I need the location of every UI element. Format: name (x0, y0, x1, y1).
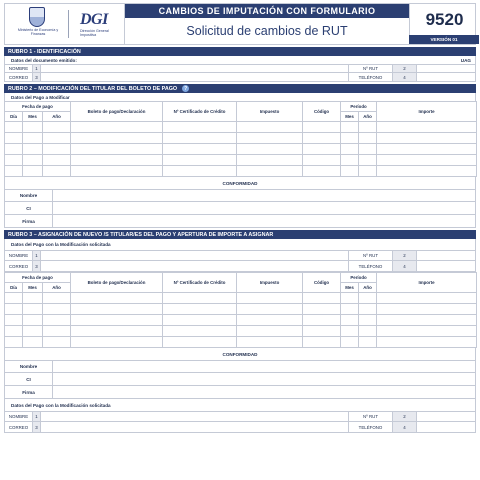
uag-label: UAG (460, 57, 471, 63)
rut-input[interactable] (417, 251, 475, 260)
signature-row: Nombre (4, 189, 476, 202)
rubro1-fields (4, 64, 476, 82)
correo-input[interactable] (41, 422, 349, 432)
telefono-input[interactable] (417, 73, 475, 81)
rubro3-conformidad: CONFORMIDAD (4, 348, 476, 360)
signature-row: Firma (4, 386, 476, 399)
dgi-subtitle: Dirección General Impositiva (80, 29, 109, 38)
table-row[interactable] (5, 304, 477, 315)
table-row[interactable] (5, 293, 477, 304)
field-row-correo: CORREO 3 TELÉFONO 4 (4, 73, 476, 82)
form-subtitle: Solicitud de cambios de RUT (186, 24, 348, 38)
correo-input[interactable] (41, 261, 349, 271)
signature-row: CI (4, 373, 476, 386)
form-title: CAMBIOS DE IMPUTACIÓN CON FORMULARIO (125, 4, 409, 18)
nombre-signature-input[interactable] (53, 190, 475, 201)
rubro2-title: RUBRO 2 – MODIFICACIÓN DEL TITULAR DEL BOLETO DE PAGO ? (4, 84, 476, 93)
firma-input[interactable] (53, 215, 475, 227)
rubro2-sublabel: Datos del Pago a Modificar (4, 93, 476, 101)
field-row-correo: CORREO 3 TELÉFONO 4 (4, 261, 476, 272)
signature-row: Nombre (4, 360, 476, 373)
rubro2-conformidad: CONFORMIDAD (4, 177, 476, 189)
rut-input[interactable] (417, 65, 475, 72)
rubro3-fields-2 (4, 411, 476, 433)
field-row-nombre: NOMBRE 1 Nº RUT 2 (4, 64, 476, 73)
logo-area (5, 4, 125, 44)
help-icon[interactable]: ? (184, 85, 188, 92)
telefono-input[interactable] (417, 261, 475, 271)
firma-input[interactable] (53, 386, 475, 398)
field-row-nombre: NOMBRE 1 Nº RUT 2 (4, 250, 476, 261)
nombre-input[interactable] (41, 251, 349, 260)
form-header (4, 3, 476, 45)
telefono-input[interactable] (417, 422, 475, 432)
uruguay-shield-icon (29, 7, 45, 27)
table-row[interactable] (5, 144, 477, 155)
dgi-logo: DGI (80, 11, 108, 28)
field-row-nombre: NOMBRE 1 Nº RUT 2 (4, 411, 476, 422)
ci-input[interactable] (53, 373, 475, 385)
table-row[interactable] (5, 326, 477, 337)
rubro3-payment-table: Fecha de pago Boleto de pago/Declaración Nº Certificado de Crédito Impuesto Código Período Importe Día Mes Año Mes Año (4, 272, 477, 348)
nombre-input[interactable] (41, 412, 349, 421)
rut-input[interactable] (417, 412, 475, 421)
ministry-text: Ministerio de Economía y Finanzas (17, 28, 59, 37)
signature-row: CI (4, 202, 476, 215)
form-number: 9520 (409, 4, 479, 35)
ci-input[interactable] (53, 202, 475, 214)
field-row-correo: CORREO 3 TELÉFONO 4 (4, 422, 476, 433)
rubro3-fields (4, 250, 476, 272)
table-row[interactable] (5, 122, 477, 133)
table-row[interactable] (5, 166, 477, 177)
rubro3-title: RUBRO 3 – ASIGNACIÓN DE NUEVO /S TITULAR/ES DEL PAGO Y APERTURA DE IMPORTE A ASIGNAR (4, 230, 476, 239)
rubro3-sublabel-2: Datos del Pago con la Modificación solicitada (4, 399, 476, 411)
table-row[interactable] (5, 155, 477, 166)
rubro2-signature (4, 189, 476, 228)
table-row[interactable] (5, 315, 477, 326)
rubro2-payment-table: Fecha de pago Boleto de pago/Declaración Nº Certificado de Crédito Impuesto Código Período Importe Día Mes Año Mes Año (4, 101, 477, 177)
rubro1-sublabel: Datos del documento emitido: UAG (4, 56, 476, 64)
signature-row: Firma (4, 215, 476, 228)
correo-input[interactable] (41, 73, 349, 81)
nombre-signature-input[interactable] (53, 361, 475, 372)
form-version: VERSIÓN 01 (409, 35, 479, 44)
rubro3-signature (4, 360, 476, 399)
rubro3-sublabel: Datos del Pago con la Modificación solicitada (4, 239, 476, 250)
table-row[interactable] (5, 133, 477, 144)
nombre-input[interactable] (41, 65, 349, 72)
table-row[interactable] (5, 337, 477, 348)
rubro1-title: RUBRO 1 - IDENTIFICACIÓN (4, 47, 476, 56)
